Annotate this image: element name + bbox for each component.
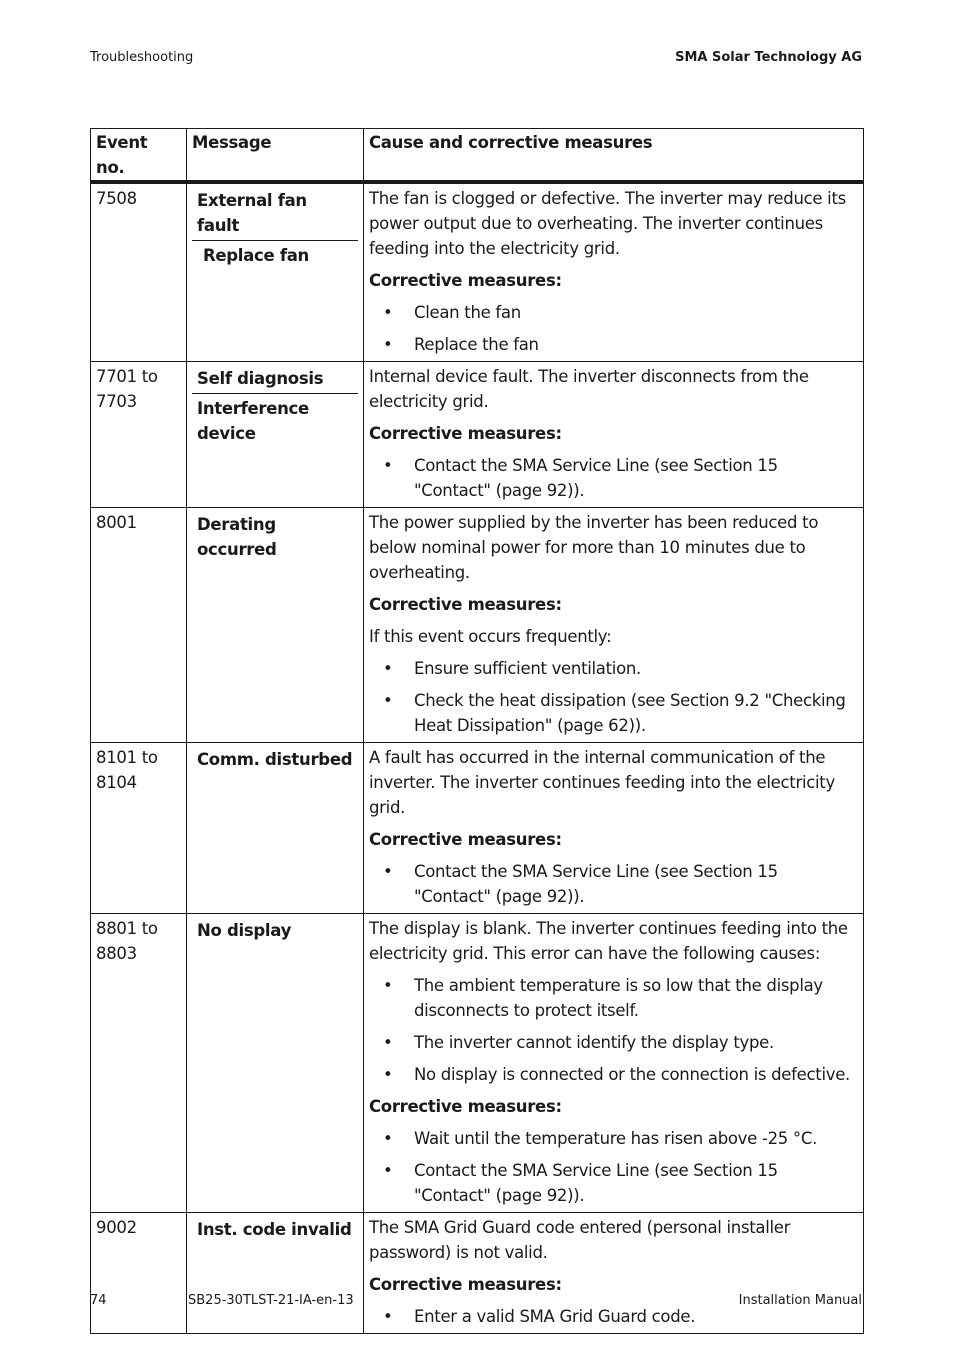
event-number: 7701 to 7703 [91,362,187,508]
message-cell [187,362,364,508]
table-header-row [91,129,864,183]
table-row [91,1213,864,1334]
corrective-measures-heading: Corrective measures: [369,595,562,614]
list-item: • Replace the fan [369,332,858,357]
header-event-no: Event no. [91,129,187,183]
cause-cell [364,508,864,743]
cause-text: The fan is clogged or defective. The inverter may reduce its power output due to overheating. The inverter continues feeding into the electricity grid. [369,189,846,258]
cause-text: Internal device fault. The inverter disconnects from the electricity grid. [369,367,809,411]
measures-list [369,300,858,357]
corrective-measures-heading: Corrective measures: [369,1097,562,1116]
header-message: Message [187,129,364,183]
message-text: Self diagnosis [192,364,358,394]
condition-text: If this event occurs frequently: [369,627,612,646]
corrective-measures-heading: Corrective measures: [369,1275,562,1294]
corrective-measures-heading: Corrective measures: [369,424,562,443]
measures-list [369,859,858,909]
cause-cell [364,1213,864,1334]
table-row [91,508,864,743]
event-number: 8001 [91,508,187,743]
table-row [91,182,864,362]
document-id: SB25-30TLST-21-IA-en-13 [188,1293,354,1308]
message-text: Replace fan [203,246,309,265]
cause-cell [364,743,864,914]
measures-list [369,453,858,503]
event-number: 9002 [91,1213,187,1334]
causes-list [369,973,858,1087]
page-number: 74 [90,1293,107,1308]
document-type: Installation Manual [738,1293,862,1308]
list-item: • Clean the fan [369,300,858,325]
message-text: No display [197,921,292,940]
list-item: • Ensure sufficient ventilation. [369,656,858,681]
cause-text: The SMA Grid Guard code entered (personal installer password) is not valid. [369,1218,791,1262]
message-cell [187,1213,364,1334]
list-item: • Contact the SMA Service Line (see Section 15 "Contact" (page 92)). [369,453,858,503]
message-cell [187,508,364,743]
message-text: External fan fault [192,186,358,241]
table-row [91,914,864,1213]
event-number: 8801 to 8803 [91,914,187,1213]
list-item: • Contact the SMA Service Line (see Section 15 "Contact" (page 92)). [369,859,858,909]
corrective-measures-heading: Corrective measures: [369,271,562,290]
list-item: • The ambient temperature is so low that the display disconnects to protect itself. [369,973,858,1023]
message-cell [187,914,364,1213]
message-text: Comm. disturbed [197,750,353,769]
cause-cell [364,362,864,508]
corrective-measures-heading: Corrective measures: [369,830,562,849]
header-cause: Cause and corrective measures [364,129,864,183]
list-item: • The inverter cannot identify the display type. [369,1030,858,1055]
message-text: Derating occurred [197,515,277,559]
table-row [91,743,864,914]
measures-list [369,656,858,738]
list-item: • Check the heat dissipation (see Section 9.2 "Checking Heat Dissipation" (page 62)). [369,688,858,738]
cause-text: The display is blank. The inverter continues feeding into the electricity grid. This error can have the following causes: [369,919,848,963]
header-company: SMA Solar Technology AG [675,50,862,65]
event-number: 7508 [91,182,187,362]
cause-cell [364,182,864,362]
table-row [91,362,864,508]
measures-list [369,1126,858,1208]
message-text: Inst. code invalid [197,1220,352,1239]
list-item: • Wait until the temperature has risen above -25 °C. [369,1126,858,1151]
message-cell [187,182,364,362]
cause-text: A fault has occurred in the internal communication of the inverter. The inverter continues feeding into the electricity grid. [369,748,835,817]
cause-text: The power supplied by the inverter has been reduced to below nominal power for more than 10 minutes due to overheating. [369,513,819,582]
list-item: • Contact the SMA Service Line (see Section 15 "Contact" (page 92)). [369,1158,858,1208]
list-item: • Enter a valid SMA Grid Guard code. [369,1304,858,1329]
header-section-title: Troubleshooting [90,50,194,65]
message-cell [187,743,364,914]
event-number: 8101 to 8104 [91,743,187,914]
event-table [90,128,864,1334]
message-text: Interference device [197,399,309,443]
list-item: • No display is connected or the connection is defective. [369,1062,858,1087]
cause-cell [364,914,864,1213]
